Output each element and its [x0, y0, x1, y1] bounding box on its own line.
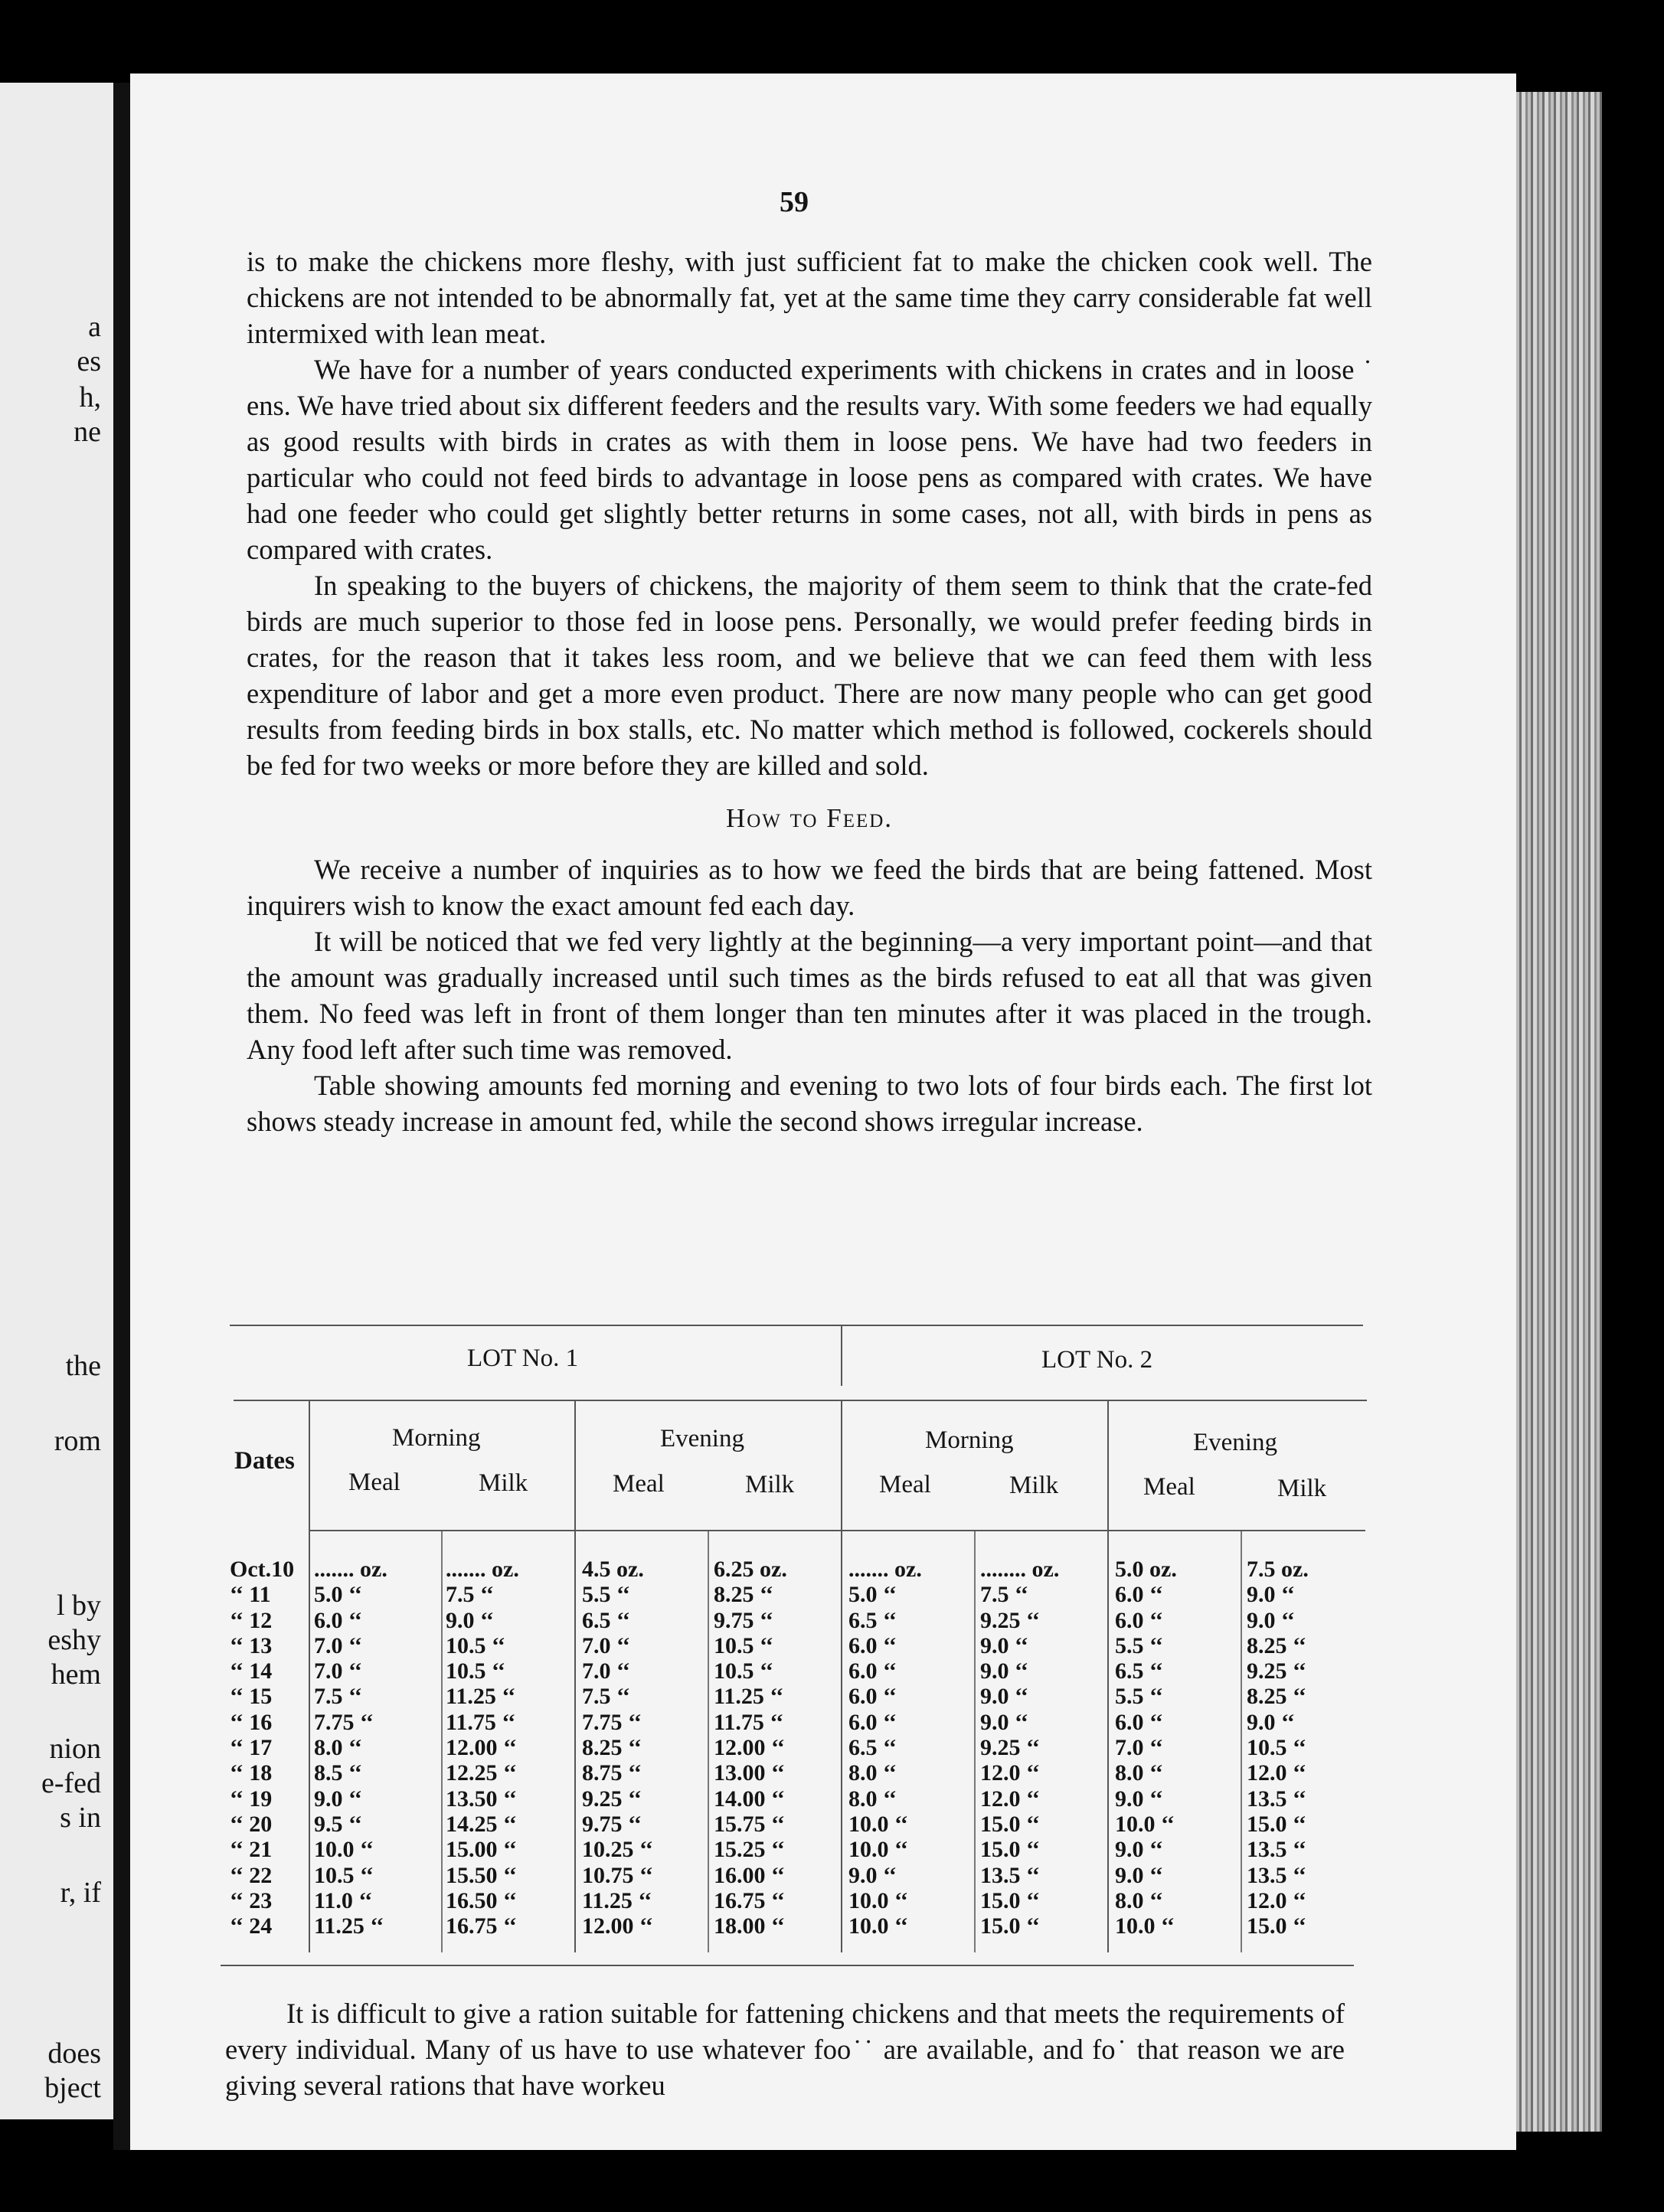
date-cell: Oct.10 [230, 1557, 295, 1582]
date-cell: ‘‘ 14 [230, 1658, 273, 1684]
scan-border [130, 2150, 1602, 2212]
table-cell: 7.75 ‘‘ [314, 1709, 374, 1735]
table-cell: 7.5 ‘‘ [314, 1684, 362, 1710]
table-cell: 8.25 ‘‘ [714, 1582, 773, 1608]
table-cell: 18.00 ‘‘ [714, 1913, 785, 1939]
table-cell: 7.5 ‘‘ [446, 1582, 494, 1608]
table-cell: 10.0 ‘‘ [1115, 1913, 1175, 1939]
paragraph: In speaking to the buyers of chickens, the majority of them seem to think that the crate-fed birds are much superior to those fed in loose pens. Personally, we would prefer feeding birds in crates, for the reason that it takes less room, and we believe that we can feed them with less expenditure of labor and get a more even product. There are now many people who can get good results from feeding birds in box stalls, etc. No matter which method is followed, cockerels should be fed for two weeks or more before they are killed and sold. [247, 570, 1372, 781]
table-cell: ........ oz. [980, 1557, 1060, 1582]
table-row [230, 1837, 1371, 1862]
table-cell: 4.5 oz. [582, 1557, 644, 1582]
table-cell: 13.50 ‘‘ [446, 1786, 517, 1812]
date-cell: ‘‘ 21 [230, 1837, 273, 1863]
table-row [230, 1684, 1371, 1709]
table-cell: 10.5 ‘‘ [714, 1632, 773, 1658]
facing-page-text: s in [60, 1802, 101, 1834]
table-cell: 6.0 ‘‘ [848, 1658, 897, 1684]
table-cell: 5.0 ‘‘ [848, 1582, 897, 1608]
table-cell: 9.0 ‘‘ [1247, 1582, 1295, 1608]
table-cell: 10.0 ‘‘ [1115, 1811, 1175, 1837]
table-cell: 11.0 ‘‘ [314, 1887, 373, 1913]
table-cell: 9.0 ‘‘ [1115, 1862, 1163, 1888]
table-row [230, 1608, 1371, 1633]
table-cell: 7.0 ‘‘ [1115, 1735, 1163, 1761]
table-cell: 15.0 ‘‘ [980, 1837, 1040, 1863]
meal-header: Meal [348, 1469, 400, 1496]
table-row [230, 1633, 1371, 1658]
lot-divider [841, 1325, 842, 1386]
table-cell: 8.25 ‘‘ [582, 1735, 642, 1761]
meal-header: Meal [879, 1471, 931, 1498]
facing-page-text: ne [74, 416, 101, 448]
date-cell: ‘‘ 20 [230, 1811, 273, 1837]
evening-header: Evening [660, 1425, 744, 1452]
facing-page-text: e-fed [41, 1767, 101, 1799]
milk-header: Milk [479, 1469, 528, 1497]
table-cell: 6.0 ‘‘ [848, 1684, 897, 1710]
evening-header: Evening [1193, 1429, 1277, 1456]
facing-page-text: es [77, 345, 101, 377]
table-cell: 9.0 ‘‘ [314, 1786, 362, 1812]
table-cell: 13.5 ‘‘ [1247, 1837, 1306, 1863]
table-cell: 11.25 ‘‘ [314, 1913, 384, 1939]
table-cell: 8.25 ‘‘ [1247, 1684, 1306, 1710]
table-cell: 7.0 ‘‘ [582, 1658, 630, 1684]
table-cell: 15.50 ‘‘ [446, 1862, 517, 1888]
table-cell: 6.25 oz. [714, 1557, 787, 1582]
facing-page-text: l by [56, 1590, 101, 1622]
table-cell: 11.25 ‘‘ [714, 1684, 784, 1710]
page-edges [1516, 92, 1602, 2132]
table-cell: 16.00 ‘‘ [714, 1862, 785, 1888]
table-cell: 10.0 ‘‘ [848, 1811, 908, 1837]
facing-page-text: eshy [47, 1624, 101, 1656]
table-cell: 11.25 ‘‘ [446, 1684, 516, 1710]
table-cell: 16.75 ‘‘ [714, 1887, 785, 1913]
table-cell: 9.25 ‘‘ [1247, 1658, 1306, 1684]
table-row [230, 1557, 1371, 1582]
table-cell: 7.5 ‘‘ [582, 1684, 630, 1710]
table-cell: 10.5 ‘‘ [714, 1658, 773, 1684]
morning-header: Morning [392, 1424, 481, 1452]
table-cell: 15.0 ‘‘ [1247, 1811, 1306, 1837]
table-cell: 10.75 ‘‘ [582, 1862, 653, 1888]
table-cell: 15.25 ‘‘ [714, 1837, 785, 1863]
paragraph: is to make the chickens more fleshy, with just sufficient fat to make the chicken cook well. The chickens are not intended to be abnormally fat, yet at the same time they carry considerable fat well intermixed with lean meat. [247, 246, 1372, 349]
table-cell: 9.0 ‘‘ [980, 1632, 1028, 1658]
closing-text [225, 1995, 1345, 2103]
table-cell: 12.0 ‘‘ [1247, 1887, 1306, 1913]
paragraph: It is difficult to give a ration suitable for fattening chickens and that meets the requirements of every individual. Many of us have to use whatever foo˙˙ are available, and fo˙ that reason we are giving several rations that have workeu [225, 1998, 1345, 2101]
table-cell: 6.0 ‘‘ [1115, 1607, 1163, 1633]
facing-page-text: nion [49, 1733, 101, 1765]
table-row [230, 1786, 1371, 1812]
meal-header: Meal [613, 1470, 665, 1498]
facing-page-text: hem [51, 1658, 101, 1691]
table-cell: 15.0 ‘‘ [980, 1913, 1040, 1939]
table-cell: 5.5 ‘‘ [1115, 1684, 1163, 1710]
table-cell: 15.0 ‘‘ [980, 1811, 1040, 1837]
table-cell: 10.5 ‘‘ [446, 1658, 505, 1684]
table-row [230, 1863, 1371, 1888]
table-cell: 8.0 ‘‘ [314, 1735, 362, 1761]
table-cell: 6.0 ‘‘ [1115, 1709, 1163, 1735]
table-cell: 11.25 ‘‘ [582, 1887, 652, 1913]
table-cell: 8.0 ‘‘ [1115, 1760, 1163, 1786]
table-cell: 12.25 ‘‘ [446, 1760, 517, 1786]
table-row [230, 1710, 1371, 1735]
table-cell: ....... oz. [446, 1557, 519, 1582]
table-cell: 13.5 ‘‘ [1247, 1862, 1306, 1888]
table-cell: 12.0 ‘‘ [980, 1760, 1040, 1786]
paragraph: We receive a number of inquiries as to how we feed the birds that are being fattened. Most inquirers wish to know the exact amount fed each day. [247, 854, 1372, 921]
table-cell: 13.5 ‘‘ [980, 1862, 1040, 1888]
table-row [230, 1582, 1371, 1607]
facing-page-text: r, if [60, 1877, 101, 1909]
table-top-rule [230, 1325, 1363, 1326]
table-cell: 8.75 ‘‘ [582, 1760, 642, 1786]
meal-header: Meal [1143, 1473, 1195, 1501]
facing-page-text: rom [54, 1425, 101, 1457]
table-cell: 7.0 ‘‘ [582, 1632, 630, 1658]
table-cell: 9.75 ‘‘ [714, 1607, 773, 1633]
date-cell: ‘‘ 19 [230, 1786, 273, 1812]
table-cell: 9.0 ‘‘ [980, 1658, 1028, 1684]
table-cell: 9.25 ‘‘ [980, 1607, 1040, 1633]
table-body [230, 1557, 1371, 1939]
table-cell: 16.50 ‘‘ [446, 1887, 517, 1913]
date-cell: ‘‘ 12 [230, 1607, 273, 1633]
table-row [230, 1658, 1371, 1684]
book-gutter [113, 83, 130, 2150]
table-cell: 6.0 ‘‘ [1115, 1582, 1163, 1608]
table-cell: 15.0 ‘‘ [980, 1887, 1040, 1913]
page-number: 59 [780, 186, 809, 218]
milk-header: Milk [745, 1471, 795, 1498]
table-cell: 6.5 ‘‘ [848, 1735, 897, 1761]
table-cell: 14.25 ‘‘ [446, 1811, 517, 1837]
date-cell: ‘‘ 15 [230, 1684, 273, 1710]
date-cell: ‘‘ 11 [230, 1582, 271, 1608]
lot-rule [234, 1400, 1367, 1401]
table-cell: 8.0 ‘‘ [1115, 1887, 1163, 1913]
table-cell: 12.00 ‘‘ [446, 1735, 517, 1761]
table-cell: 9.25 ‘‘ [582, 1786, 642, 1812]
table-cell: 9.0 ‘‘ [446, 1607, 494, 1633]
milk-header: Milk [1277, 1475, 1327, 1502]
table-cell: 12.00 ‘‘ [582, 1913, 653, 1939]
date-cell: ‘‘ 17 [230, 1735, 273, 1761]
table-cell: 6.0 ‘‘ [848, 1632, 897, 1658]
table-cell: 13.5 ‘‘ [1247, 1786, 1306, 1812]
section-heading: How to Feed. [725, 803, 894, 833]
table-cell: 9.0 ‘‘ [1115, 1786, 1163, 1812]
table-cell: 12.0 ‘‘ [980, 1786, 1040, 1812]
lot-2-heading: LOT No. 2 [1041, 1346, 1153, 1374]
facing-page-fragment [0, 83, 113, 2119]
table-cell: ....... oz. [848, 1557, 922, 1582]
paragraph: Table showing amounts fed morning and evening to two lots of four birds each. The first lot shows steady increase in amount fed, while the second shows irregular increase. [247, 1070, 1372, 1137]
table-cell: 10.5 ‘‘ [446, 1632, 505, 1658]
date-cell: ‘‘ 23 [230, 1887, 273, 1913]
facing-page-text: bject [44, 2072, 101, 2104]
table-row [230, 1812, 1371, 1837]
table-cell: 6.0 ‘‘ [848, 1709, 897, 1735]
feeding-table [230, 1315, 1371, 1974]
facing-page-text: a [88, 311, 101, 343]
table-cell: 11.75 ‘‘ [714, 1709, 784, 1735]
paragraph: We have for a number of years conducted experiments with chickens in crates and in loose ˙ ens. We have tried about six different feeders and the results vary. With some feeders we had equally as good results with birds in crates as with them in loose pens. We have had two feeders in particular who could not feed birds to advantage in loose pens as compared with crates. We have had one feeder who could get slightly better returns in some cases, not all, with birds in pens as compared with crates. [247, 354, 1372, 565]
paragraph: It will be noticed that we fed very lightly at the beginning—a very important point—and that the amount was gradually increased until such times as the birds refused to eat all that was given them. No feed was left in front of them longer than ten minutes after it was placed in the trough. Any food left after such time was removed. [247, 926, 1372, 1065]
table-cell: 5.0 oz. [1115, 1557, 1177, 1582]
facing-page-text: the [65, 1350, 101, 1382]
table-bottom-rule [221, 1965, 1354, 1966]
table-cell: 12.0 ‘‘ [1247, 1760, 1306, 1786]
table-cell: 9.0 ‘‘ [1247, 1709, 1295, 1735]
table-cell: 8.25 ‘‘ [1247, 1632, 1306, 1658]
table-cell: 9.5 ‘‘ [314, 1811, 362, 1837]
table-cell: 10.0 ‘‘ [848, 1837, 908, 1863]
date-cell: ‘‘ 16 [230, 1709, 273, 1735]
date-cell: ‘‘ 18 [230, 1760, 273, 1786]
table-cell: 10.0 ‘‘ [848, 1887, 908, 1913]
milk-header: Milk [1009, 1472, 1059, 1499]
table-cell: ....... oz. [314, 1557, 387, 1582]
date-cell: ‘‘ 22 [230, 1862, 273, 1888]
table-row [230, 1735, 1371, 1760]
table-cell: 6.5 ‘‘ [1115, 1658, 1163, 1684]
dates-header: Dates [234, 1447, 295, 1475]
table-cell: 9.0 ‘‘ [980, 1684, 1028, 1710]
table-cell: 15.00 ‘‘ [446, 1837, 517, 1863]
table-cell: 7.5 oz. [1247, 1557, 1309, 1582]
table-cell: 5.5 ‘‘ [1115, 1632, 1163, 1658]
table-cell: 14.00 ‘‘ [714, 1786, 785, 1812]
lot-1-heading: LOT No. 1 [467, 1345, 579, 1372]
table-cell: 8.0 ‘‘ [848, 1786, 897, 1812]
table-cell: 13.00 ‘‘ [714, 1760, 785, 1786]
table-row [230, 1760, 1371, 1786]
table-cell: 6.5 ‘‘ [848, 1607, 897, 1633]
table-cell: 7.75 ‘‘ [582, 1709, 642, 1735]
table-cell: 15.0 ‘‘ [1247, 1913, 1306, 1939]
table-cell: 9.0 ‘‘ [1115, 1837, 1163, 1863]
table-cell: 5.0 ‘‘ [314, 1582, 362, 1608]
table-cell: 11.75 ‘‘ [446, 1709, 516, 1735]
facing-page-text: h, [79, 381, 101, 413]
table-cell: 10.25 ‘‘ [582, 1837, 653, 1863]
table-cell: 7.0 ‘‘ [314, 1658, 362, 1684]
table-cell: 6.0 ‘‘ [314, 1607, 362, 1633]
table-cell: 9.75 ‘‘ [582, 1811, 642, 1837]
table-cell: 10.0 ‘‘ [314, 1837, 374, 1863]
table-cell: 7.0 ‘‘ [314, 1632, 362, 1658]
table-cell: 10.0 ‘‘ [848, 1913, 908, 1939]
table-cell: 16.75 ‘‘ [446, 1913, 517, 1939]
table-cell: 15.75 ‘‘ [714, 1811, 785, 1837]
table-row [230, 1888, 1371, 1913]
table-cell: 9.25 ‘‘ [980, 1735, 1040, 1761]
date-cell: ‘‘ 13 [230, 1632, 273, 1658]
table-row [230, 1913, 1371, 1939]
header-rule [309, 1530, 1365, 1531]
facing-page-text: does [47, 2037, 101, 2070]
table-cell: 10.5 ‘‘ [1247, 1735, 1306, 1761]
table-cell: 8.5 ‘‘ [314, 1760, 362, 1786]
main-text [247, 243, 1372, 1139]
table-cell: 9.0 ‘‘ [980, 1709, 1028, 1735]
table-cell: 9.0 ‘‘ [1247, 1607, 1295, 1633]
table-cell: 5.5 ‘‘ [582, 1582, 630, 1608]
date-cell: ‘‘ 24 [230, 1913, 273, 1939]
table-cell: 6.5 ‘‘ [582, 1607, 630, 1633]
table-cell: 8.0 ‘‘ [848, 1760, 897, 1786]
table-cell: 12.00 ‘‘ [714, 1735, 785, 1761]
table-cell: 10.5 ‘‘ [314, 1862, 374, 1888]
table-cell: 9.0 ‘‘ [848, 1862, 897, 1888]
morning-header: Morning [925, 1426, 1014, 1454]
table-cell: 7.5 ‘‘ [980, 1582, 1028, 1608]
